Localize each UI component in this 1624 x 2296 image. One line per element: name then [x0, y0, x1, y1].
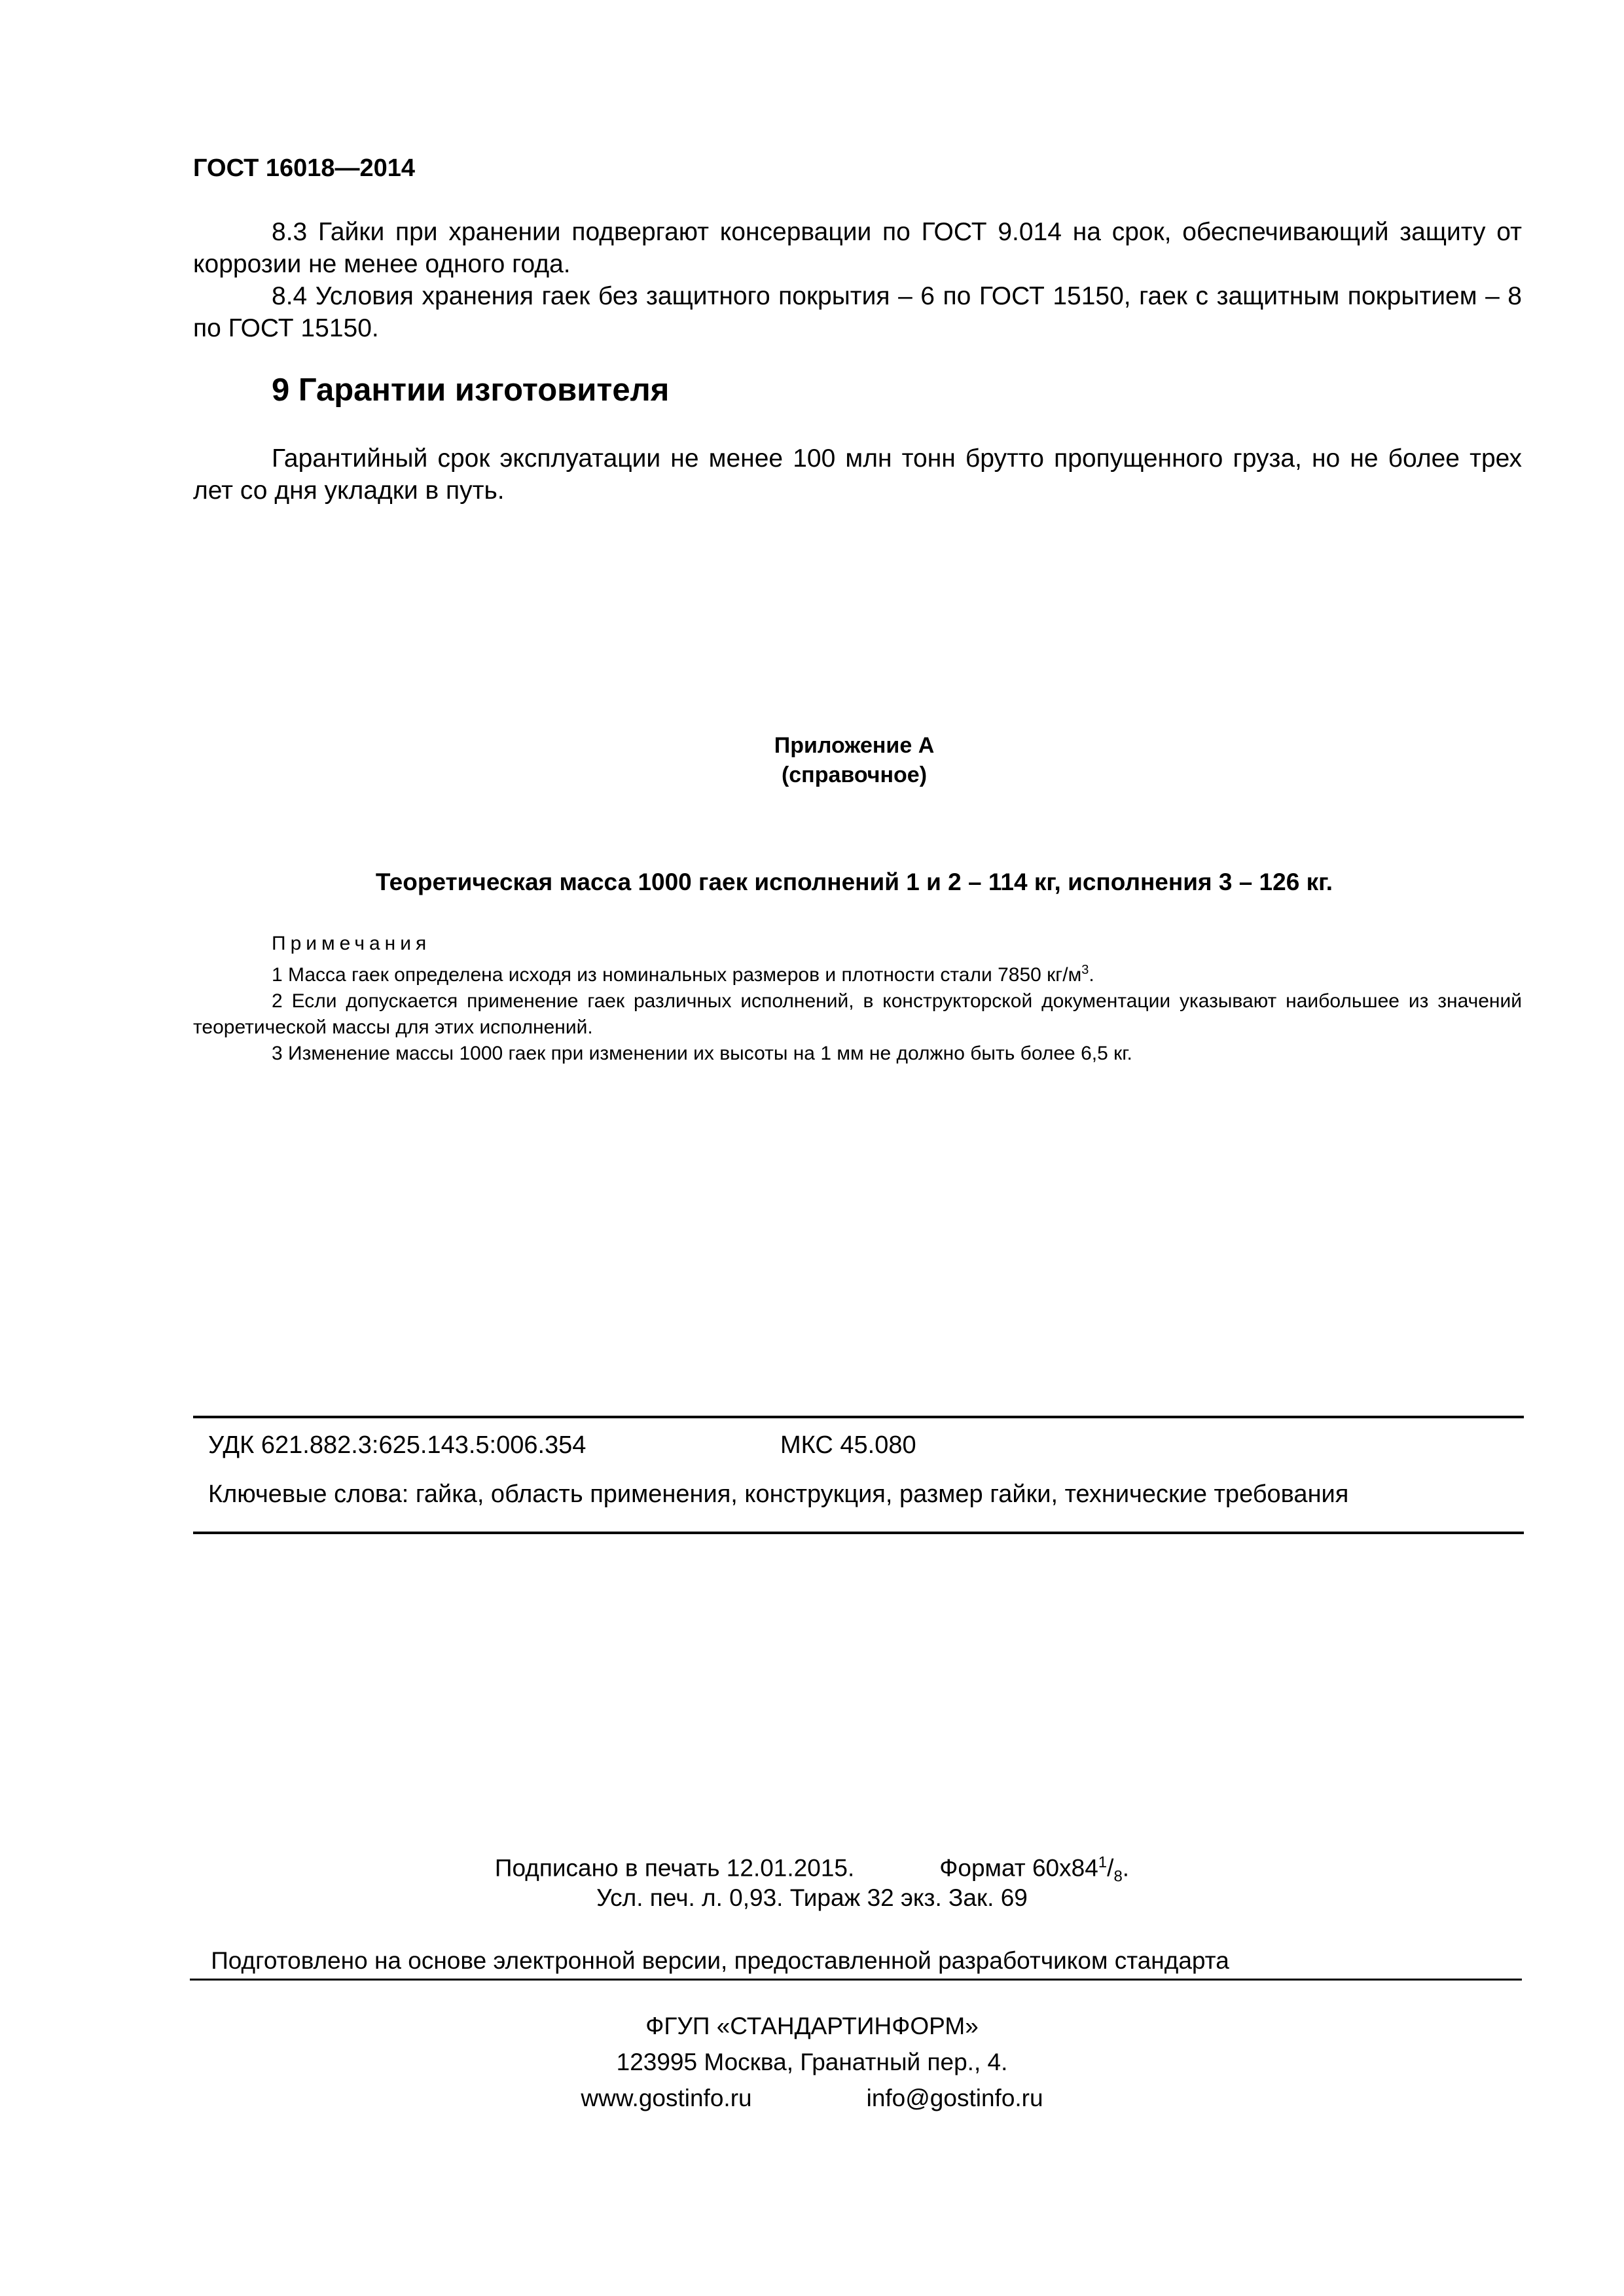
section-9-title: 9 Гарантии изготовителя: [272, 372, 670, 408]
top-rule: [193, 1416, 1524, 1418]
udk-code: УДК 621.882.3:625.143.5:006.354: [208, 1431, 586, 1459]
note-3: 3 Изменение массы 1000 гаек при изменении их высоты на 1 мм не должно быть более 6,5 кг.: [272, 1043, 1132, 1064]
annex-title: Теоретическая масса 1000 гаек исполнений 1 и 2 – 114 кг, исполнения 3 – 126 кг.: [375, 869, 1333, 895]
publisher-address: 123995 Москва, Гранатный пер., 4.: [616, 2049, 1008, 2075]
imprint-line-1: Подписано в печать 12.01.2015. Формат $60х84^1/_8$.: [494, 1854, 1130, 1886]
publisher-contacts: [0, 2080, 1624, 2116]
imprint-rule: [190, 1979, 1522, 1981]
annex-notes: [193, 931, 1522, 1067]
publisher-site[interactable]: www.gostinfo.ru: [581, 2085, 752, 2111]
notes-heading: Примечания: [272, 933, 431, 954]
paragraph-8-3: 8.3 Гайки при хранении подвергают консервации по ГОСТ 9.014 на срок, обеспечивающий защиту от коррозии не менее одного года.: [193, 218, 1522, 278]
doc-code-header: ГОСТ 16018—2014: [193, 154, 416, 182]
annex-label: Приложение А: [774, 733, 935, 758]
mks-code: МКС 45.080: [780, 1431, 916, 1459]
section-8-text: [193, 216, 1522, 344]
imprint-line-2: Усл. печ. л. 0,93. Тираж 32 экз. Зак. 69: [596, 1884, 1028, 1911]
prepared-note: Подготовлено на основе электронной версии, предоставленной разработчиком стандарта: [211, 1947, 1229, 1974]
paragraph-9: Гарантийный срок эксплуатации не менее 100 млн тонн брутто пропущенного груза, но не более трех лет со дня укладки в путь.: [193, 444, 1522, 505]
note-1: 1 Масса гаек определена исходя из номинальных размеров и плотности стали 7850 $кг/м^3$.: [272, 963, 1094, 986]
note-2: 2 Если допускается применение гаек различных исполнений, в конструкторской документации указывают наибольшее из значений теоретической массы для этих исполнений.: [193, 990, 1522, 1038]
keywords: Ключевые слова: гайка, область применения, конструкция, размер гайки, технические требования: [208, 1480, 1349, 1508]
annex-status: (справочное): [781, 762, 928, 787]
bottom-rule: [193, 1532, 1524, 1534]
publisher-name: ФГУП «СТАНДАРТИНФОРМ»: [645, 2013, 979, 2039]
publisher-email[interactable]: info@gostinfo.ru: [866, 2085, 1043, 2111]
section-9-text: [193, 442, 1522, 507]
paragraph-8-4: 8.4 Условия хранения гаек без защитного покрытия – 6 по ГОСТ 15150, гаек с защитным покрытием – 8 по ГОСТ 15150.: [193, 282, 1522, 342]
